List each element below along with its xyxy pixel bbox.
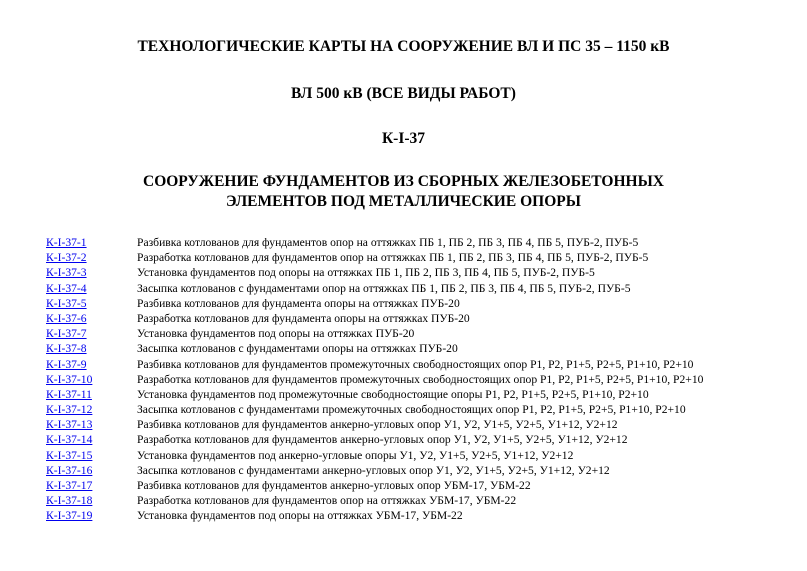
item-description: Засыпка котлованов с фундаментами анкерно-угловых опор У1, У2, У1+5, У2+5, У1+12, У2+12 xyxy=(137,463,610,477)
item-code-link[interactable]: К-I-37-8 xyxy=(46,342,87,356)
item-code-link[interactable]: К-I-37-9 xyxy=(46,357,87,371)
item-description: Засыпка котлованов с фундаментами опор на оттяжках ПБ 1, ПБ 2, ПБ 3, ПБ 4, ПБ 5, ПУБ-2, ПУБ-5 xyxy=(137,281,631,295)
item-code-link[interactable]: К-I-37-7 xyxy=(46,327,87,341)
list-item xyxy=(46,235,807,250)
document-code: К-I-37 xyxy=(381,130,426,147)
item-description: Разработка котлованов для фундаментов опор на оттяжках УБМ-17, УБМ-22 xyxy=(137,494,517,508)
item-description: Разработка котлованов для фундаментов опор на оттяжках ПБ 1, ПБ 2, ПБ 3, ПБ 4, ПБ 5, ПУБ-2, ПУБ-5 xyxy=(137,251,649,265)
list-item xyxy=(46,357,807,372)
document-subtitle: ВЛ 500 кВ (ВСЕ ВИДЫ РАБОТ) xyxy=(291,85,516,102)
item-code-link[interactable]: К-I-37-5 xyxy=(46,296,87,310)
contents-list xyxy=(46,235,807,524)
list-item xyxy=(46,508,807,523)
item-description: Разработка котлованов для фундаментов промежуточных свободностоящих опор Р1, Р2, Р1+5, Р2+5, Р1+10, Р2+10 xyxy=(137,372,704,386)
item-description: Установка фундаментов под анкерно-угловые опоры У1, У2, У1+5, У2+5, У1+12, У2+12 xyxy=(137,448,574,462)
item-code-link[interactable]: К-I-37-18 xyxy=(46,494,93,508)
item-code-link[interactable]: К-I-37-13 xyxy=(46,418,93,432)
item-code-link[interactable]: К-I-37-19 xyxy=(46,509,93,523)
list-item xyxy=(46,250,807,265)
item-description: Разработка котлованов для фундаментов анкерно-угловых опор У1, У2, У1+5, У2+5, У1+12, У2+12 xyxy=(137,433,628,447)
item-code-link[interactable]: К-I-37-12 xyxy=(46,403,93,417)
list-item xyxy=(46,387,807,402)
list-item xyxy=(46,372,807,387)
list-item xyxy=(46,478,807,493)
item-description: Разбивка котлованов для фундаментов промежуточных свободностоящих опор Р1, Р2, Р1+5, Р2+5, Р1+10, Р2+10 xyxy=(137,357,694,371)
item-description: Разбивка котлованов для фундаментов анкерно-угловых опор У1, У2, У1+5, У2+5, У1+12, У2+12 xyxy=(137,418,618,432)
list-item xyxy=(46,463,807,478)
list-item xyxy=(46,326,807,341)
item-description: Засыпка котлованов с фундаментами промежуточных свободностоящих опор Р1, Р2, Р1+5, Р2+5, Р1+10, Р2+10 xyxy=(137,403,686,417)
item-code-link[interactable]: К-I-37-6 xyxy=(46,311,87,325)
list-item xyxy=(46,341,807,356)
item-description: Установка фундаментов под опоры на оттяжках ПУБ-20 xyxy=(137,327,415,341)
item-description: Разработка котлованов для фундамента опоры на оттяжках ПУБ-20 xyxy=(137,311,470,325)
item-code-link[interactable]: К-I-37-1 xyxy=(46,236,87,249)
item-code-link[interactable]: К-I-37-15 xyxy=(46,448,93,462)
list-item xyxy=(46,402,807,417)
item-description: Установка фундаментов под промежуточные свободностоящие опоры Р1, Р2, Р1+5, Р2+5, Р1+10, Р2+10 xyxy=(137,387,649,401)
item-description: Установка фундаментов под опоры на оттяжках УБМ-17, УБМ-22 xyxy=(137,509,463,523)
list-item xyxy=(46,265,807,280)
list-item xyxy=(46,448,807,463)
list-item xyxy=(46,281,807,296)
item-code-link[interactable]: К-I-37-10 xyxy=(46,372,93,386)
section-title-line1: СООРУЖЕНИЕ ФУНДАМЕНТОВ ИЗ СБОРНЫХ ЖЕЛЕЗОБЕТОННЫХ xyxy=(143,173,664,190)
list-item xyxy=(46,432,807,447)
list-item xyxy=(46,296,807,311)
item-description: Установка фундаментов под опоры на оттяжках ПБ 1, ПБ 2, ПБ 3, ПБ 4, ПБ 5, ПУБ-2, ПУБ-5 xyxy=(137,266,595,280)
item-description: Засыпка котлованов с фундаментами опоры на оттяжках ПУБ-20 xyxy=(137,342,458,356)
list-item xyxy=(46,311,807,326)
item-code-link[interactable]: К-I-37-11 xyxy=(46,387,92,401)
item-description: Разбивка котлованов для фундаментов опор на оттяжках ПБ 1, ПБ 2, ПБ 3, ПБ 4, ПБ 5, ПУБ-2, ПУБ-5 xyxy=(137,236,639,249)
item-code-link[interactable]: К-I-37-2 xyxy=(46,251,87,265)
item-code-link[interactable]: К-I-37-4 xyxy=(46,281,87,295)
item-code-link[interactable]: К-I-37-16 xyxy=(46,463,93,477)
list-item xyxy=(46,493,807,508)
section-title-line2: ЭЛЕМЕНТОВ ПОД МЕТАЛЛИЧЕСКИЕ ОПОРЫ xyxy=(226,193,581,210)
list-item xyxy=(46,417,807,432)
document-title: ТЕХНОЛОГИЧЕСКИЕ КАРТЫ НА СООРУЖЕНИЕ ВЛ И ПС 35 – 1150 кВ xyxy=(137,38,670,55)
item-code-link[interactable]: К-I-37-17 xyxy=(46,479,93,492)
item-code-link[interactable]: К-I-37-3 xyxy=(46,266,87,280)
item-code-link[interactable]: К-I-37-14 xyxy=(46,433,93,447)
item-description: Разбивка котлованов для фундаментов анкерно-угловых опор УБМ-17, УБМ-22 xyxy=(137,479,531,492)
item-description: Разбивка котлованов для фундамента опоры на оттяжках ПУБ-20 xyxy=(137,296,460,310)
